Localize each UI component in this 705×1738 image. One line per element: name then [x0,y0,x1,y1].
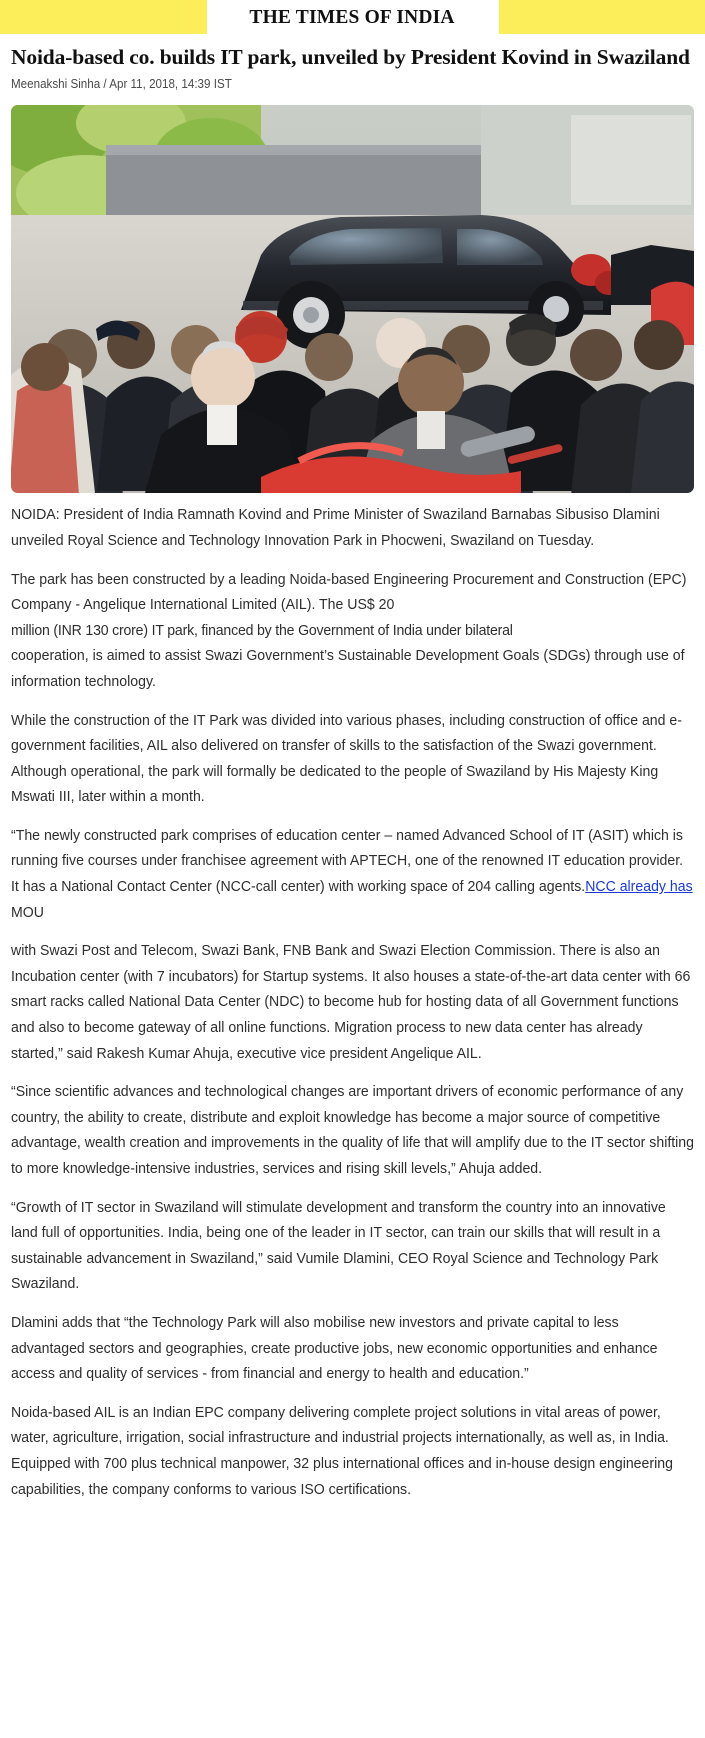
paragraph: “Growth of IT sector in Swaziland will stimulate development and transform the country into an innovative land full of opportunities. India, being one of the leader in IT sector, can train our skills that will result in a sustainable advancement in Swaziland,” said Vumile Dlamini, CEO Royal Science and Technology Park Swaziland. [11,1198,666,1293]
mou-link[interactable]: NCC already has [585,878,693,896]
article-header [0,34,705,91]
paragraph [11,823,694,925]
article-byline: Meenakshi Sinha / Apr 11, 2018, 14:39 IST [11,77,232,92]
paragraph: cooperation, is aimed to assist Swazi Government’s Sustainable Development Goals (SDGs) through use of information technology. [11,647,685,690]
paragraph: The park has been constructed by a leading Noida-based Engineering Procurement and Construction (EPC) Company - Angelique International Limited (AIL). The US$ 20 [11,570,687,614]
paragraph: “Since scientific advances and technological changes are important drivers of economic performance of any country, the ability to create, distribute and exploit knowledge has become a major source of competitive advantage, wealth creation and improvements in the quality of life that will amplify due to the IT sector shifting to more knowledge-intensive industries, services and rising skill levels,” Ahuja added. [11,1083,695,1178]
article-headline: Noida-based co. builds IT park, unveiled by President Kovind in Swaziland [11,45,690,69]
hero-image-container [0,91,705,493]
article-body [0,493,705,1502]
paragraph: Noida-based AIL is an Indian EPC company delivering complete project solutions in vital areas of power, water, agriculture, irrigation, social infrastructure and industrial projects internationally, as well as, in India. Equipped with 700 plus technical manpower, 32 plus international offices and in-house design engineering capabilities, the company conforms to various ISO certifications. [11,1403,673,1498]
paragraph-text: MOU [11,903,44,921]
paragraph: While the construction of the IT Park was divided into various phases, including construction of office and e-government facilities, AIL also delivered on transfer of skills to the satisfaction of the Swazi government. [11,711,682,755]
article-hero-photo [11,105,694,493]
paragraph: with Swazi Post and Telecom, Swazi Bank, FNB Bank and Swazi Election Commission. There is also an Incubation center (with 7 incubators) for Startup systems. It also houses a state-of-the-art data center with 66 smart racks called National Data Center (NDC) to become hub for hosting data of all Government functions and also to become gateway of all online functions. Migration process to new data center has already started,” said Rakesh Kumar Ahuja, executive vice president Angelique AIL. [11,942,691,1062]
paragraph-text: “The newly constructed park comprises of education center – named Advanced School of IT (ASIT) which is running five courses under franchisee agreement with APTECH, one of the renowned IT education provider. It has a National Contact Center (NCC-call center) with working space of 204 calling agents. [11,826,684,896]
masthead-logo-box[interactable] [207,0,499,34]
site-masthead [0,0,705,34]
paragraph: NOIDA: President of India Ramnath Kovind and Prime Minister of Swaziland Barnabas Sibusiso Dlamini unveiled Royal Science and Technology Innovation Park in Phocweni, Swaziland on Tuesday. [11,506,660,549]
paragraph: million (INR 130 crore) IT park, financed by the Government of India under bilateral [11,621,513,639]
paragraph: Although operational, the park will formally be dedicated to the people of Swaziland by His Majesty King Mswati III, later within a month. [11,762,659,806]
times-of-india-logo[interactable]: THE TIMES OF INDIA [249,5,456,28]
paragraph: Dlamini adds that “the Technology Park will also mobilise new investors and private capital to less advantaged sectors and geographies, create productive jobs, new economic opportunities and enhance access and quality of services - from financial and energy to health and education.” [11,1313,658,1383]
